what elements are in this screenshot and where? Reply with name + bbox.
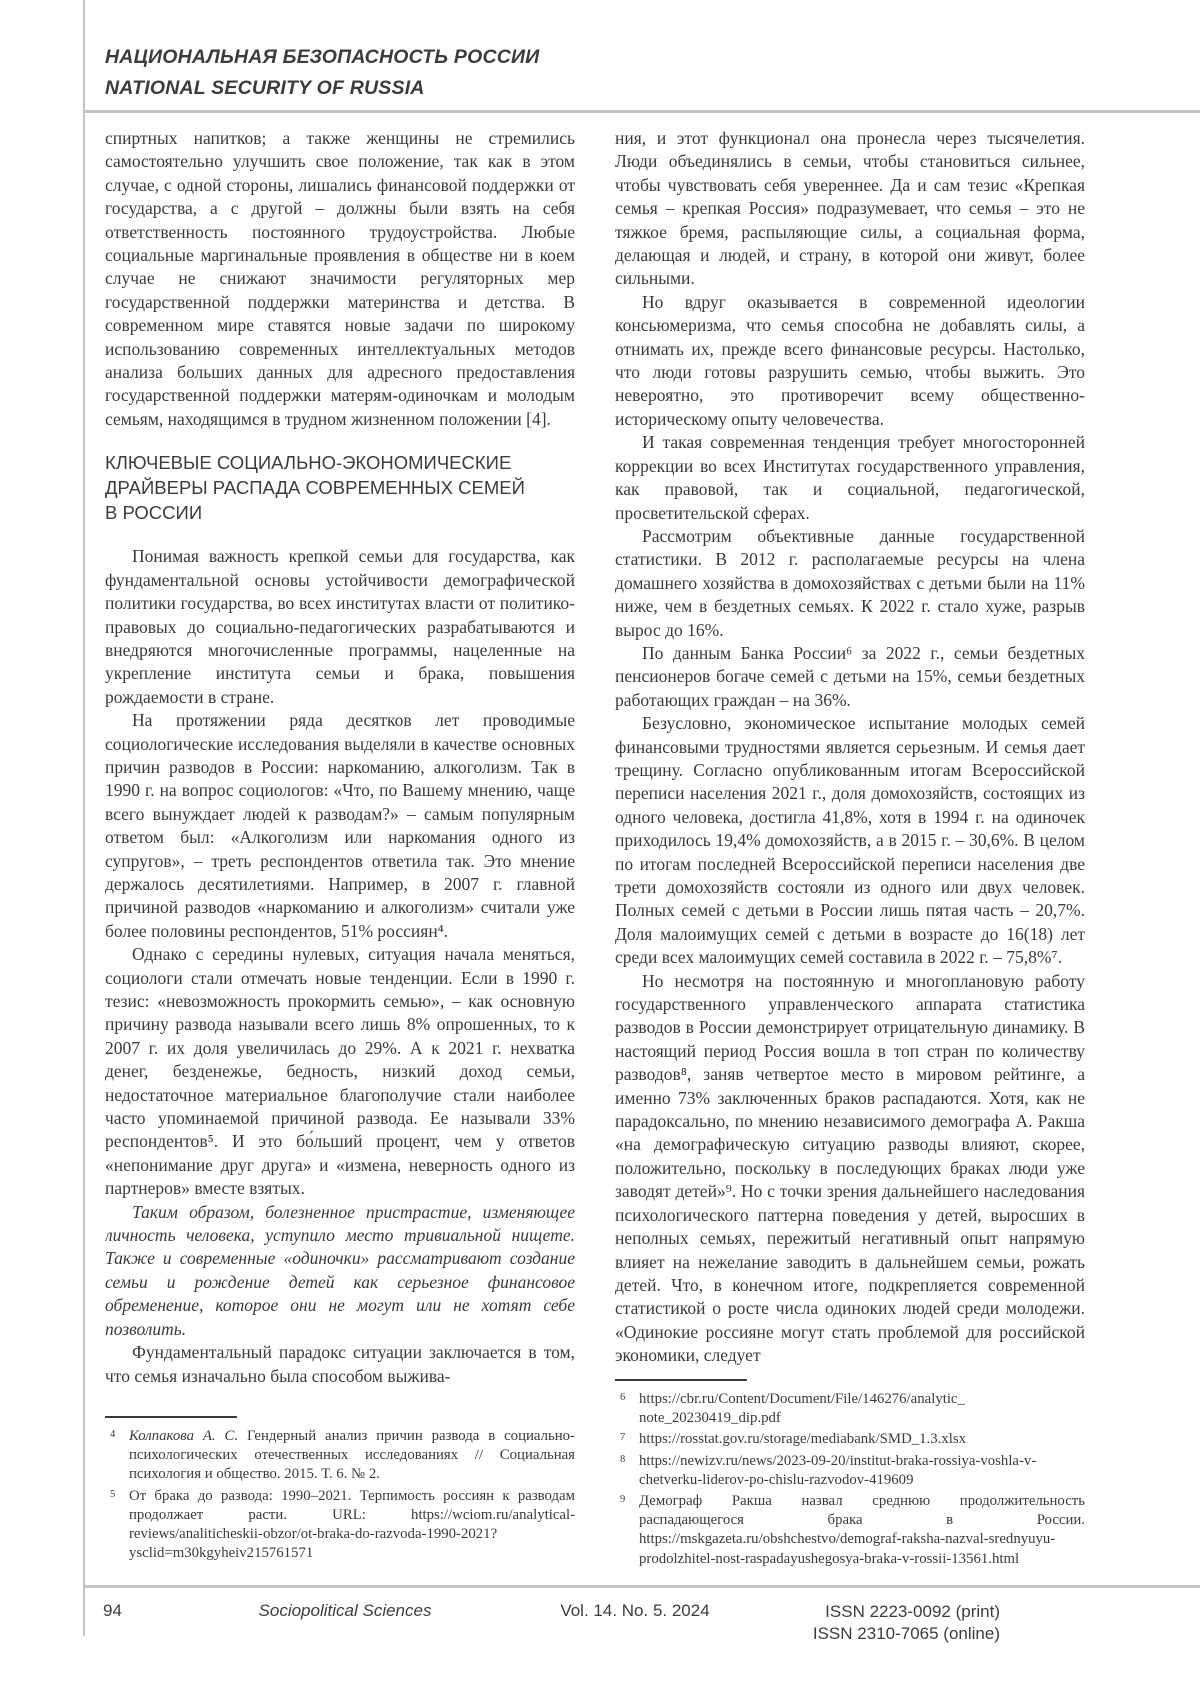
footnote-text: https://cbr.ru/Content/Document/File/146276/analytic_ note_20230419_dip.pdf: [639, 1391, 965, 1427]
footnote-text: https://newizv.ru/news/2023-09-20/institut-braka-rossiya-voshla-v-chetverku-liderov-po-chislu-razvodov-419609: [639, 1452, 1037, 1488]
body-paragraph: И такая современная тенденция требует многосторонней коррекции во всех Институтах государственного управления, как правовой, так и социальной, педагогической, просветительской сферах.: [615, 432, 1085, 523]
footnote: [615, 1390, 1085, 1428]
footnote-text: Гендерный анализ причин развода в социально-психологических отечественных исследованиях // Социальная психология и общество. 2015. Т. 6. № 2.: [129, 1428, 575, 1483]
left-column: [105, 127, 575, 1411]
footnote-number: 9: [620, 1494, 626, 1506]
body-paragraph: спиртных напитков; а также женщины не стремились самостоятельно улучшить свое положение, так как в этом случае, с одной стороны, лишались финансовой поддержки от государства, а с другой – должны были взять на себя ответственность постоянного трудоустройства. Любые социальные маргинальные проявления в обществе ни в коем случае не снижают значимости регуляторных мер государственной поддержки материнства и детства. В современном мире ставятся новые задачи по широкому использованию современных интеллектуальных методов анализа больших данных для адресного предоставления государственной поддержки матерям-одиночкам и молодым семьям, находящимся в трудном жизненном положении [4].: [105, 128, 575, 429]
footnote: [615, 1492, 1085, 1569]
footnote-number: 8: [620, 1453, 626, 1465]
footnote-text: https://rosstat.gov.ru/storage/mediabank/SMD_1.3.xlsx: [639, 1431, 967, 1448]
body-paragraph: На протяжении ряда десятков лет проводимые социологические исследования выделяли в качестве основных причин разводов в России: наркоманию, алкоголизм. Так в 1990 г. на вопрос социологов: «Что, по Вашему мнению, чаще всего вынуждает людей к разводам?» – самым популярным ответом был: «Алкоголизм или наркомания одного из супругов», – треть респондентов ответила так. Это мнение держалось десятилетиями. Например, в 2007 г. главной причиной разводов «наркоманию и алкоголизм» считали уже более половины респондентов, 51% россиян⁴.: [105, 710, 575, 941]
footnote-number: 5: [110, 1488, 116, 1500]
right-footnotes: [615, 1379, 1085, 1571]
footnote-separator: [615, 1379, 747, 1381]
body-paragraph: Фундаментальный парадокс ситуации заключается в том, что семья изначально была способом выжива-: [105, 1342, 575, 1386]
body-paragraph: Но несмотря на постоянную и многоплановую работу государственного управленческого аппарата статистика разводов в России демонстрирует отрицательную динамику. В настоящий период Россия вошла в топ стран по количеству разводов⁸, заняв четвертое место в мировом рейтинге, а именно 73% заключенных браков распадаются. Хотя, как не парадоксально, по мнению независимого демографа А. Ракша «на демографическую ситуацию разводы влияют, скорее, положительно, поскольку в последующих браках люди уже заводят детей»⁹. Но с точки зрения дальнейшего наследования психологического паттерна поведения у детей, выросших в неполных семьях, пережитый негативный опыт напрямую влияет на нежелание заводить в дальнейшем семьи, рожать детей. Что, в конечном итоге, подкрепляется современной статистикой о росте числа одиноких людей среди молодежи. «Одинокие россияне могут стать проблемой для российской экономики, следует: [615, 970, 1085, 1366]
footnote: [105, 1487, 575, 1564]
footnote-number: 4: [110, 1429, 116, 1440]
left-margin-rule: [83, 0, 85, 1636]
body-paragraph: ния, и этот функционал она пронесла через тысячелетия. Люди объединялись в семьи, чтобы становиться сильнее, чтобы чувствовать себя увереннее. Да и сам тезис «Крепкая семья – крепкая Россия» подразумевает, что семья – это не тяжкое бремя, распыляющие силы, а социальная форма, делающая и людей, и страну, в которой они живут, более сильными.: [615, 128, 1085, 289]
footer-issn-print: ISSN 2223-0092 (print): [825, 1602, 1000, 1621]
body-paragraph: Понимая важность крепкой семьи для государства, как фундаментальной основы устойчивости демографической политики государства, во всех институтах власти от политико-правовых до социально-педагогических разрабатываются и внедряются многочисленные программы, нацеленные на укрепление института семьи и брака, повышения рождаемости в стране.: [105, 546, 575, 707]
footer-divider: [83, 1585, 1200, 1588]
page-header: [105, 42, 539, 104]
header-divider: [83, 110, 1200, 113]
footer-journal-name: Sociopolitical Sciences: [258, 1601, 432, 1620]
footnote-author: Колпакова А. С.: [129, 1428, 239, 1444]
page-number: 94: [103, 1601, 122, 1620]
body-paragraph: По данным Банка России⁶ за 2022 г., семьи бездетных пенсионеров богаче семей с детьми на 15%, семьи бездетных работающих граждан – на 36%.: [615, 642, 1085, 710]
page-footer: [0, 1596, 1200, 1656]
right-column: [615, 127, 1085, 1373]
body-paragraph-italic: Таким образом, болезненное пристрастие, изменяющее личность человека, уступило место тривиальной нищете. Также и современные «одиночки» рассматривают создание семьи и рождение детей как серьезное финансовое обременение, которое они не могут или не хотят себе позволить.: [105, 1201, 575, 1339]
footer-issn-online: ISSN 2310-7065 (online): [812, 1624, 1000, 1643]
body-paragraph: Но вдруг оказывается в современной идеологии консьюмеризма, что семья способна не добавлять силы, а отнимать их, прежде всего финансовые ресурсы. Настолько, что люди готовы разрушить семью, чтобы выжить. Это невероятно, это противоречит всему общественно-историческому опыту человечества.: [615, 291, 1085, 429]
footnote: [615, 1430, 1085, 1449]
journal-title-ru: НАЦИОНАЛЬНАЯ БЕЗОПАСНОСТЬ РОССИИ: [105, 46, 540, 68]
body-paragraph: Безусловно, экономическое испытание молодых семей финансовыми трудностями является серьезным. И семья дает трещину. Согласно опубликованным итогам Всероссийской переписи населения 2021 г., доля домохозяйств, состоящих из одного человека, достигла 41,8%, хотя в 1994 г. на одиночек приходилось 19,4% домохозяйств, а в 2015 г. – 30,6%. В целом по итогам последней Всероссийской переписи населения две трети домохозяйств состояли из одного или двух человек. Полных семей с детьми в России лишь пятая часть – 20,7%. Доля малоимущих семей с детьми в возрасте до 16(18) лет среди всех малоимущих семей составила в 2022 г. – 75,8%⁷.: [615, 713, 1085, 968]
footnote-number: 6: [620, 1392, 626, 1403]
footnote: [105, 1427, 575, 1485]
left-footnotes: [105, 1416, 575, 1565]
body-paragraph: Рассмотрим объективные данные государственной статистики. В 2012 г. располагаемые ресурсы на члена домашнего хозяйства в домохозяйствах с детьми были на 11% ниже, чем в бездетных семьях. К 2022 г. стало хуже, разрыв вырос до 16%.: [615, 525, 1085, 640]
section-heading: КЛЮЧЕВЫЕ СОЦИАЛЬНО-ЭКОНОМИЧЕСКИЕ ДРАЙВЕРЫ РАСПАДА СОВРЕМЕННЫХ СЕМЕЙ В РОССИИ: [105, 452, 525, 524]
footer-volume-info: Vol. 14. No. 5. 2024: [560, 1601, 710, 1620]
footnote-text: От брака до развода: 1990–2021. Терпимость россиян к разводам продолжает расти. URL: https://wciom.ru/analytical-reviews/analiticheskii-obzor/ot-braka-do-razvoda-1990-2021?ysclid=m30kgyheiv215761571: [129, 1487, 575, 1562]
footnote-number: 7: [620, 1432, 626, 1444]
footnote: [615, 1452, 1085, 1490]
footer-issn: [750, 1601, 1000, 1645]
footnote-separator: [105, 1416, 237, 1418]
journal-title-en: NATIONAL SECURITY OF RUSSIA: [105, 77, 425, 99]
body-paragraph: Однако с середины нулевых, ситуация начала меняться, социологи стали отмечать новые тенденции. Если в 1990 г. тезис: «невозможность прокормить семью», – как основную причину развода называли всего лишь 8% опрошенных, то к 2007 г. их доля увеличилась до 29%. А к 2021 г. нехватка денег, безденежье, бедность, низкий доход семьи, недостаточное материальное благополучие стали наиболее часто упоминаемой причиной развода. Ее называли 33% респондентов⁵. И это бо́льший процент, чем у ответов «непонимание друг друга» и «измена, неверность одного из партнеров» вместе взятых.: [105, 944, 575, 1199]
footnote-text: Демограф Ракша назвал среднюю продолжительность распадающегося брака в России. https://mskgazeta.ru/obshchestvo/demograf-raksha-nazval-srednyuyu-prodolzhitel-nost-raspadayushegosya-braka-v-rossii-13561.html: [639, 1493, 1085, 1567]
